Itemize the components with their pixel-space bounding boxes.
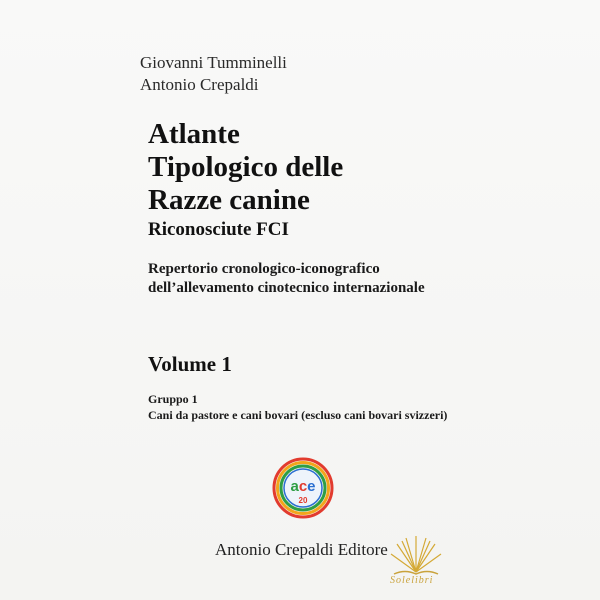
book-description — [148, 260, 425, 298]
group-info — [148, 391, 447, 423]
publisher-name: Antonio Crepaldi Editore — [215, 540, 388, 559]
authors — [140, 52, 287, 96]
imprint-name: Solelibri — [390, 575, 434, 586]
title-line: Atlante — [148, 118, 240, 150]
volume-label: Volume 1 — [148, 352, 232, 376]
group-description: Cani da pastore e cani bovari (escluso cani bovari svizzeri) — [148, 408, 448, 422]
description-line: dell’allevamento cinotecnico internazionale — [148, 280, 425, 296]
author-name: Giovanni Tumminelli — [140, 53, 287, 72]
ace-logo-icon — [272, 457, 334, 519]
book-subtitle: Riconosciute FCI — [148, 219, 289, 240]
group-label: Gruppo 1 — [148, 392, 198, 406]
logo-text: ace — [290, 478, 316, 495]
author-name: Antonio Crepaldi — [140, 75, 259, 94]
title-line: Tipologico delle — [148, 151, 344, 183]
book-title — [148, 118, 343, 217]
description-line: Repertorio cronologico-iconografico — [148, 261, 380, 277]
logo-number: 20 — [298, 496, 308, 505]
title-line: Razze canine — [148, 184, 310, 216]
